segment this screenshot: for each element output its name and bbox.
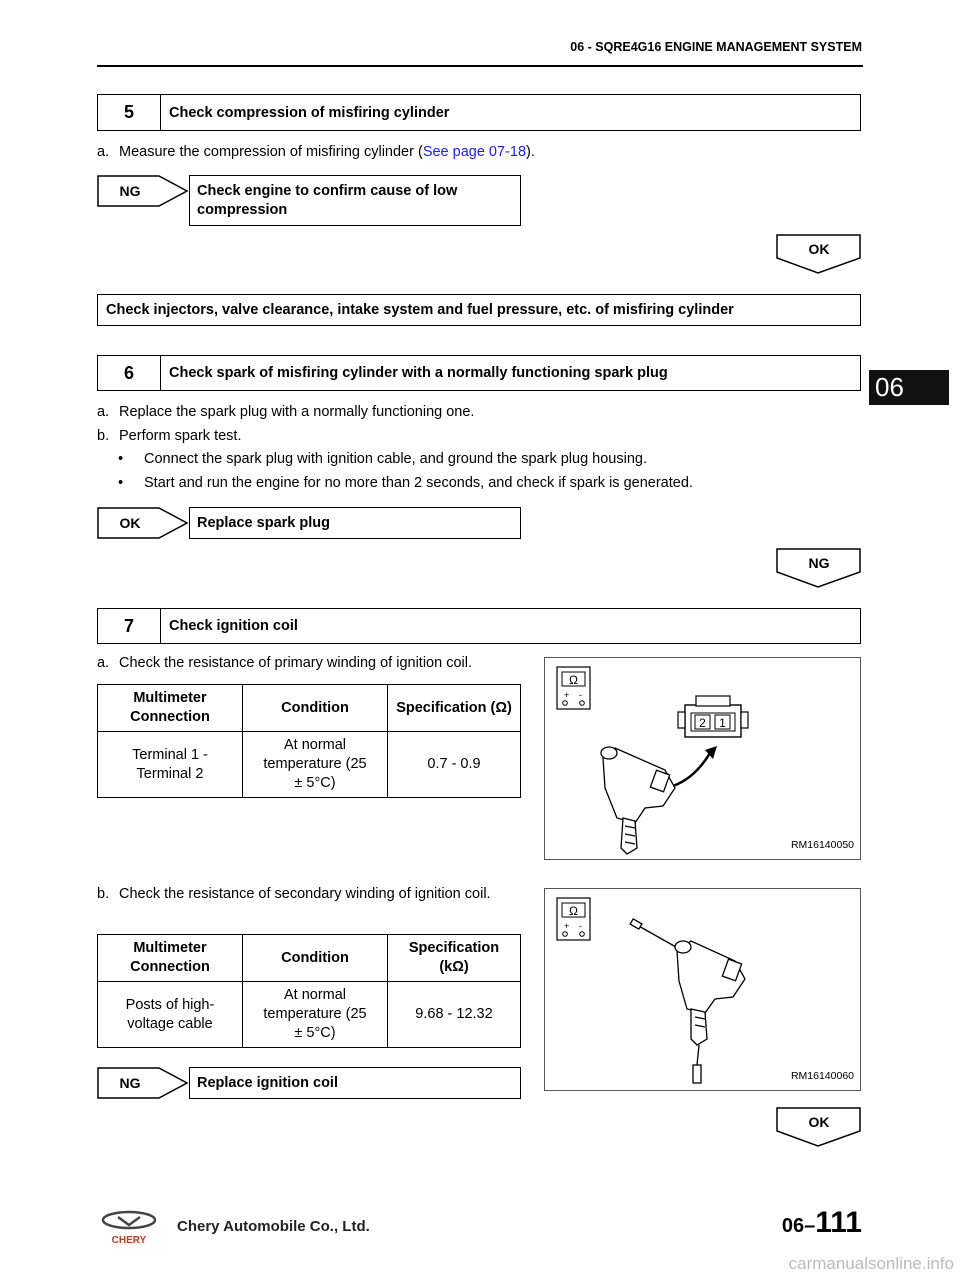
step-7-bar: [97, 608, 861, 644]
svg-text:+: +: [564, 921, 570, 931]
table-header: Multimeter Connection: [98, 935, 243, 982]
section-side-tab[interactable]: 06: [869, 370, 949, 405]
header-rule: [97, 65, 863, 67]
multimeter-icon: [557, 898, 590, 940]
table-cell: Posts of high-voltage cable: [98, 982, 243, 1048]
svg-text:NG: NG: [808, 555, 830, 571]
svg-text:-: -: [579, 690, 582, 700]
figure-code: RM16140050: [790, 839, 854, 851]
table-header: Specification (Ω): [388, 685, 521, 732]
step-5-number: 5: [98, 95, 161, 130]
table-cell: Terminal 1 - Terminal 2: [98, 732, 243, 798]
table-cell: 9.68 - 12.32: [388, 982, 521, 1048]
step-5-bar: [97, 94, 861, 131]
svg-text:+: +: [564, 690, 570, 700]
coil-connector-icon: [678, 696, 748, 737]
step-5-instruction-a: a. Measure the compression of misfiring cylinder (See page 07-18).: [97, 144, 535, 160]
primary-winding-table: [97, 684, 521, 798]
step-6-bullet-1: • Connect the spark plug with ignition cable, and ground the spark plug housing.: [118, 451, 647, 467]
step-6-bar: [97, 355, 861, 391]
ok-down-arrow-tag: [776, 234, 862, 274]
step-6-title: Check spark of misfiring cylinder with a normally functioning spark plug: [169, 365, 668, 381]
watermark: carmanualsonline.info: [788, 1254, 954, 1273]
step-6-number: 6: [98, 356, 161, 390]
step-6-instruction-b: b. Perform spark test.: [97, 428, 242, 444]
table-header: Condition: [243, 935, 388, 982]
ng-result-box: Check engine to confirm cause of low compression: [189, 175, 521, 226]
svg-text:1: 1: [719, 716, 726, 730]
step-5-title: Check compression of misfiring cylinder: [169, 104, 450, 121]
table-cell: At normal temperature (25 ± 5°C): [243, 732, 388, 798]
table-cell: At normal temperature (25 ± 5°C): [243, 982, 388, 1048]
footer-company-name: Chery Automobile Co., Ltd.: [177, 1218, 370, 1235]
footer-page-number: 06–111: [781, 1206, 862, 1239]
svg-text:2: 2: [699, 716, 706, 730]
ignition-coil-figure-1: [544, 657, 861, 860]
step-7-instruction-b: b. Check the resistance of secondary winding of ignition coil.: [97, 886, 491, 902]
step-7-number: 7: [98, 609, 161, 643]
ignition-coil-primary-diagram: [545, 658, 860, 859]
multimeter-icon: [557, 667, 590, 709]
svg-text:OK: OK: [808, 1114, 830, 1130]
secondary-winding-table: [97, 934, 521, 1048]
step-6-instruction-a: a. Replace the spark plug with a normally functioning one.: [97, 404, 475, 420]
ng-arrow-tag: [97, 175, 189, 207]
ng-down-arrow-tag: [776, 548, 862, 588]
ng-result-box: Replace ignition coil: [189, 1067, 521, 1099]
table-header: Multimeter Connection: [98, 685, 243, 732]
ok-result-box: Replace spark plug: [189, 507, 521, 539]
page-header-title: 06 - SQRE4G16 ENGINE MANAGEMENT SYSTEM: [570, 40, 862, 54]
chery-logo: [100, 1209, 158, 1247]
test-lead-icon: [693, 1045, 701, 1083]
ignition-coil-secondary-diagram: [545, 889, 860, 1090]
see-page-link[interactable]: See page 07-18: [422, 144, 527, 160]
table-cell: 0.7 - 0.9: [388, 732, 521, 798]
svg-text:-: -: [579, 921, 582, 931]
svg-text:CHERY: CHERY: [111, 1235, 147, 1246]
svg-text:Ω: Ω: [569, 673, 578, 687]
table-header: Condition: [243, 685, 388, 732]
ignition-coil-icon: [601, 747, 675, 854]
table-header: Specification (kΩ): [388, 935, 521, 982]
svg-text:NG: NG: [119, 183, 141, 199]
ignition-coil-figure-2: [544, 888, 861, 1091]
step-7-instruction-a: a. Check the resistance of primary winding of ignition coil.: [97, 655, 472, 671]
step-6-bullet-2: • Start and run the engine for no more than 2 seconds, and check if spark is generated.: [118, 475, 693, 491]
svg-text:OK: OK: [119, 515, 141, 531]
ok-down-arrow-tag: [776, 1107, 862, 1147]
step-7-title: Check ignition coil: [169, 618, 298, 634]
check-injectors-bar: Check injectors, valve clearance, intake system and fuel pressure, etc. of misfiring cylinder: [97, 294, 861, 326]
ng-arrow-tag: [97, 1067, 189, 1099]
figure-code: RM16140060: [790, 1070, 854, 1082]
svg-text:NG: NG: [119, 1075, 141, 1091]
svg-text:OK: OK: [808, 241, 830, 257]
svg-text:Ω: Ω: [569, 904, 578, 918]
ignition-coil-icon: [675, 941, 745, 1045]
ok-arrow-tag: [97, 507, 189, 539]
